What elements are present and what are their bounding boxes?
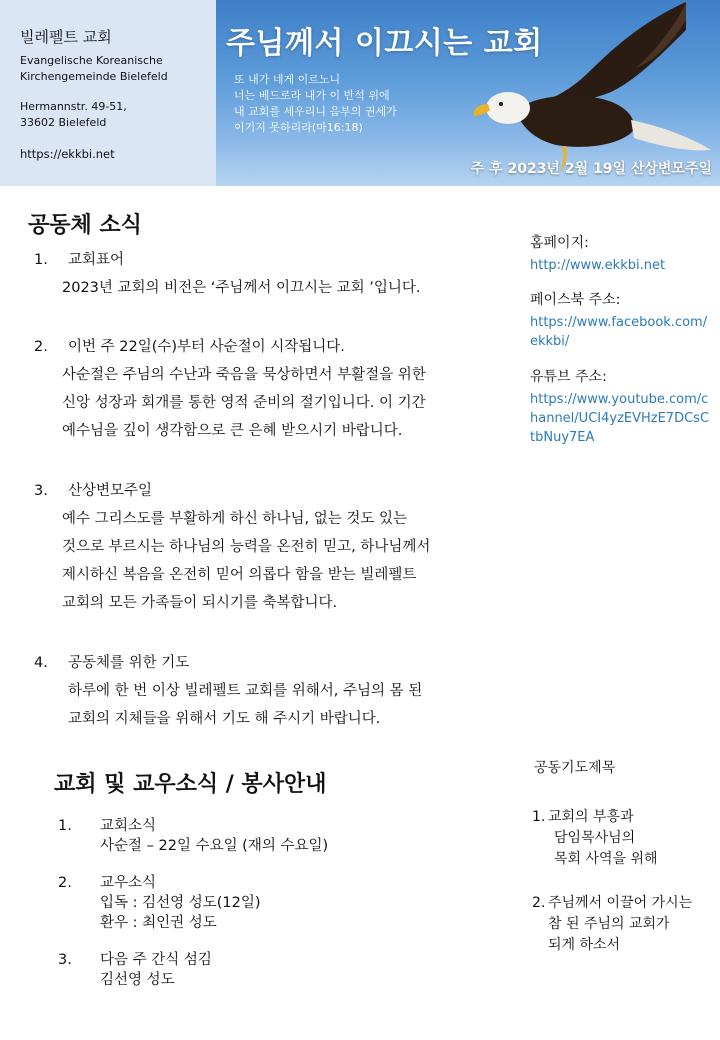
verse-line: 내 교회를 세우리니 음부의 권세가 <box>234 105 397 118</box>
item-text: 사순절 – 22일 수요일 (재의 수요일) <box>100 838 329 854</box>
item-heading: 이번 주 22일(수)부터 사순절이 시작됩니다. <box>68 339 345 355</box>
item-number: 1. <box>58 818 72 834</box>
verse-line: 또 내가 네게 이르노니 <box>234 73 341 86</box>
item-heading: 공동체를 위한 기도 <box>68 655 190 671</box>
banner <box>216 0 720 186</box>
facebook-block <box>530 289 710 351</box>
verse-line: 너는 베드로라 내가 이 반석 위에 <box>234 89 390 102</box>
church-name-german-1: Evangelische Koreanische <box>20 54 163 67</box>
banner-title: 주님께서 이끄시는 교회 <box>226 26 543 61</box>
church-info-panel <box>0 0 216 186</box>
item-text: 김선영 성도 <box>100 972 175 988</box>
community-news-title: 공동체 소식 <box>28 213 142 238</box>
item-text: 교회의 지체들을 위해서 기도 해 주시기 바랍니다. <box>68 711 381 727</box>
item-heading: 산상변모주일 <box>68 483 153 499</box>
item-text: 담임목사님의 <box>554 830 636 846</box>
community-item <box>34 246 494 302</box>
homepage-block <box>530 232 710 275</box>
facebook-label: 페이스북 주소: <box>530 292 621 308</box>
item-number: 3. <box>34 483 48 499</box>
item-text: 사순절은 주님의 수난과 죽음을 묵상하면서 부활절을 위한 <box>62 367 426 383</box>
church-website-link[interactable]: https://ekkbi.net <box>20 147 115 161</box>
item-number: 4. <box>34 655 48 671</box>
homepage-label: 홈페이지: <box>530 235 589 251</box>
homepage-link[interactable]: http://www.ekkbi.net <box>530 258 666 273</box>
prayer-topics-title: 공동기도제목 <box>534 760 616 776</box>
item-heading: 교회표어 <box>68 252 125 268</box>
item-text: 교회의 모든 가족들이 되시기를 축복합니다. <box>62 595 338 611</box>
verse-line: 이기지 못하리라(마16:18) <box>234 121 363 134</box>
item-text: 교우소식 <box>100 875 157 891</box>
item-text: 교회소식 <box>100 818 157 834</box>
scripture-verse <box>234 72 397 136</box>
church-name-german-2: Kirchengemeinde Bielefeld <box>20 70 168 83</box>
item-text: 예수 그리스도를 부활하게 하신 하나님, 없는 것도 있는 <box>62 511 408 527</box>
item-text: 하루에 한 번 이상 빌레펠트 교회를 위해서, 주님의 몸 된 <box>68 683 423 699</box>
item-number: 3. <box>58 952 72 968</box>
item-text: 2023년 교회의 비전은 ‘주님께서 이끄시는 교회 ’입니다. <box>62 280 421 296</box>
item-text: 것으로 부르시는 하나님의 능력을 온전히 믿고, 하나님께서 <box>62 539 431 555</box>
member-news-title: 교회 및 교우소식 / 봉사안내 <box>54 772 327 797</box>
community-item <box>34 649 494 733</box>
item-number: 1. <box>532 809 546 825</box>
item-number: 1. <box>34 252 48 268</box>
prayer-item <box>532 893 712 956</box>
news-item <box>58 873 478 933</box>
address-line-2: 33602 Bielefeld <box>20 116 107 129</box>
facebook-link[interactable]: https://www.facebook.com/ekkbi/ <box>530 315 708 349</box>
item-text: 주님께서 이끌어 가시는 <box>548 895 693 911</box>
service-date: 주 후 2023년 2월 19일 산상변모주일 <box>470 161 712 177</box>
item-text: 목회 사역을 위해 <box>554 851 658 867</box>
youtube-block <box>530 366 710 447</box>
item-text: 제시하신 복음을 온전히 믿어 의롭다 함을 받는 빌레펠트 <box>62 567 417 583</box>
youtube-label: 유튜브 주소: <box>530 369 607 385</box>
item-text: 되게 하소서 <box>548 937 621 953</box>
news-item <box>58 950 478 990</box>
item-text: 입독 : 김선영 성도(12일) <box>100 895 261 911</box>
address-line-1: Hermannstr. 49-51, <box>20 100 127 113</box>
item-text: 참 된 주님의 교회가 <box>548 916 670 932</box>
item-number: 2. <box>532 895 546 911</box>
item-text: 환우 : 최인권 성도 <box>100 915 217 931</box>
item-number: 2. <box>34 339 48 355</box>
community-item <box>34 477 494 617</box>
item-text: 신앙 성장과 회개를 통한 영적 준비의 절기입니다. 이 기간 <box>62 395 426 411</box>
youtube-link[interactable]: https://www.youtube.com/channel/UCI4yzEVHzE7DCsCtbNuy7EA <box>530 392 710 445</box>
item-text: 교회의 부흥과 <box>548 809 634 825</box>
item-text: 다음 주 간식 섬김 <box>100 952 212 968</box>
item-text: 예수님을 깊이 생각함으로 큰 은혜 받으시기 바랍니다. <box>62 423 403 439</box>
prayer-item <box>532 807 712 870</box>
news-item <box>58 816 478 856</box>
item-number: 2. <box>58 875 72 891</box>
church-name: 빌레펠트 교회 <box>20 28 112 46</box>
community-item <box>34 333 494 445</box>
